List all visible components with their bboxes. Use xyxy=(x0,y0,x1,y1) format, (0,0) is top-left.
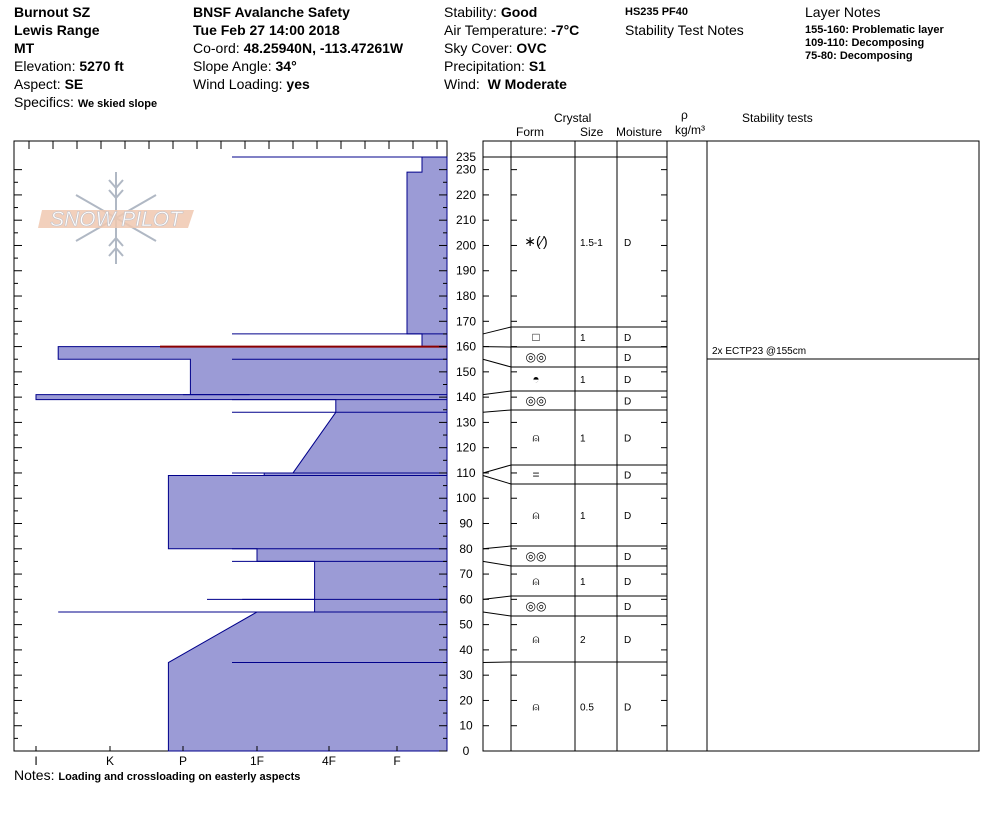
stability: Stability: Good xyxy=(444,4,538,20)
notes: Notes: Loading and crossloading on easterly aspects xyxy=(14,767,301,783)
wind: Wind: W Moderate xyxy=(444,76,567,92)
moisture-value: D xyxy=(624,552,632,563)
crystal-form-icon: ⍝ xyxy=(532,508,540,522)
layer-connector xyxy=(483,561,511,566)
crystal-form-icon: ◎◎ xyxy=(525,599,547,613)
layer-table-frame xyxy=(483,141,979,751)
height-tick-label: 30 xyxy=(459,668,473,683)
height-tick-label: 40 xyxy=(459,642,473,657)
layer-connector xyxy=(483,359,511,367)
stability-test-notes-title: Stability Test Notes xyxy=(625,22,744,38)
height-tick-label: 60 xyxy=(459,592,473,607)
layer-note: 75-80: Decomposing xyxy=(805,50,913,62)
crystal-form-icon: ∗(⁄) xyxy=(524,233,548,249)
layer-connector xyxy=(483,596,511,599)
logo-text: SNOW PILOT xyxy=(50,208,182,231)
height-tick-label: 220 xyxy=(455,187,477,202)
hs-pf: HS235 PF40 xyxy=(625,6,688,18)
layer-note: 109-110: Decomposing xyxy=(805,37,925,49)
hardness-tick-label: I xyxy=(34,754,38,768)
crystal-form-icon: ◎◎ xyxy=(525,350,547,364)
height-tick-label: 150 xyxy=(455,364,477,379)
height-tick-label: 70 xyxy=(459,567,473,582)
org-name: BNSF Avalanche Safety xyxy=(193,4,350,20)
density-unit: kg/m³ xyxy=(675,123,705,137)
height-tick-label: 100 xyxy=(455,491,477,506)
crystal-size: 1 xyxy=(580,511,586,522)
specifics: Specifics: We skied slope xyxy=(14,94,158,110)
hardness-tick-label: F xyxy=(393,754,401,768)
height-tick-label: 140 xyxy=(455,390,477,405)
crystal-form-icon: □ xyxy=(532,330,540,344)
layer-connector xyxy=(483,327,511,334)
layer-notes-title: Layer Notes xyxy=(805,4,881,20)
height-tick-label: 235 xyxy=(455,150,477,164)
size-header: Size xyxy=(580,125,604,139)
crystal-form-icon: = xyxy=(532,467,540,482)
aspect: Aspect: SE xyxy=(14,76,84,92)
height-tick-label: 110 xyxy=(456,465,476,480)
hardness-tick-label: 4F xyxy=(321,754,337,768)
layer-connector xyxy=(483,465,511,473)
layer-note: 155-160: Problematic layer xyxy=(805,24,944,36)
elevation: Elevation: 5270 ft xyxy=(14,58,124,74)
stability-tests-header: Stability tests xyxy=(742,111,813,125)
crystal-size: 1 xyxy=(580,375,586,386)
height-tick-label: 0 xyxy=(462,744,470,758)
height-tick-label: 210 xyxy=(455,213,477,228)
density-symbol: ρ xyxy=(681,108,688,122)
snowpilot-logo xyxy=(38,172,194,264)
moisture-value: D xyxy=(624,396,632,408)
location-name: Burnout SZ xyxy=(14,4,91,20)
crystal-size: 0.5 xyxy=(580,702,594,714)
obs-datetime: Tue Feb 27 14:00 2018 xyxy=(193,22,340,38)
moisture-value: D xyxy=(624,238,632,249)
moisture-value: D xyxy=(624,375,632,386)
moisture-value: D xyxy=(624,702,632,714)
height-tick-label: 170 xyxy=(455,314,477,329)
height-tick-label: 190 xyxy=(455,263,477,278)
layer-connector xyxy=(483,475,511,484)
crystal-form-icon: ⍝ xyxy=(532,574,540,588)
height-tick-label: 50 xyxy=(459,617,473,632)
hardness-profile-area xyxy=(36,157,447,751)
height-tick-label: 90 xyxy=(459,516,473,531)
height-tick-label: 160 xyxy=(455,339,477,354)
crystal-form-icon: ⍝ xyxy=(532,632,540,646)
moisture-value: D xyxy=(624,577,632,588)
moisture-value: D xyxy=(624,635,632,646)
hardness-tick-label: P xyxy=(178,754,188,768)
crystal-size: 2 xyxy=(580,635,586,646)
moisture-value: D xyxy=(624,353,632,364)
crystal-size: 1.5-1 xyxy=(580,238,603,249)
range-name: Lewis Range xyxy=(14,22,100,38)
slope-angle: Slope Angle: 34° xyxy=(193,58,297,74)
layer-connector xyxy=(483,410,511,412)
moisture-value: D xyxy=(624,470,632,482)
form-header: Form xyxy=(516,125,544,139)
moisture-value: D xyxy=(624,602,632,613)
air-temperature: Air Temperature: -7°C xyxy=(444,22,580,38)
height-tick-label: 10 xyxy=(459,718,473,733)
hardness-tick-label: K xyxy=(105,754,115,768)
height-tick-label: 130 xyxy=(455,415,477,430)
moisture-value: D xyxy=(624,333,632,344)
height-tick-label: 180 xyxy=(455,289,477,304)
moisture-value: D xyxy=(624,433,632,445)
crystal-size: 1 xyxy=(580,433,586,445)
height-tick-label: 120 xyxy=(455,440,477,455)
height-tick-label: 200 xyxy=(455,238,477,253)
state-name: MT xyxy=(14,40,35,56)
sky-cover: Sky Cover: OVC xyxy=(444,40,547,56)
moisture-header: Moisture xyxy=(616,125,663,139)
hardness-tick-label: 1F xyxy=(249,754,265,768)
crystal-size: 1 xyxy=(580,333,586,344)
crystal-form-icon: ◓ xyxy=(532,372,540,386)
crystal-form-icon: ◎◎ xyxy=(525,549,547,563)
height-tick-label: 80 xyxy=(459,541,473,556)
crystal-form-icon: ⍝ xyxy=(532,430,540,445)
crystal-form-icon: ◎◎ xyxy=(525,393,547,408)
height-tick-label: 230 xyxy=(455,162,477,177)
layer-connector xyxy=(483,391,511,395)
crystal-header: Crystal xyxy=(554,111,592,125)
layer-connector xyxy=(483,662,511,663)
precipitation: Precipitation: S1 xyxy=(444,58,546,74)
stability-test-result: 2x ECTP23 @155cm xyxy=(712,346,807,357)
height-tick-label: 20 xyxy=(459,693,473,708)
wind-loading: Wind Loading: yes xyxy=(193,76,310,92)
crystal-form-icon: ⍝ xyxy=(532,699,540,714)
coordinates: Co-ord: 48.25940N, -113.47261W xyxy=(193,40,404,56)
crystal-size: 1 xyxy=(580,577,586,588)
layer-connector xyxy=(483,612,511,616)
layer-connector xyxy=(483,546,511,549)
moisture-value: D xyxy=(624,511,632,522)
